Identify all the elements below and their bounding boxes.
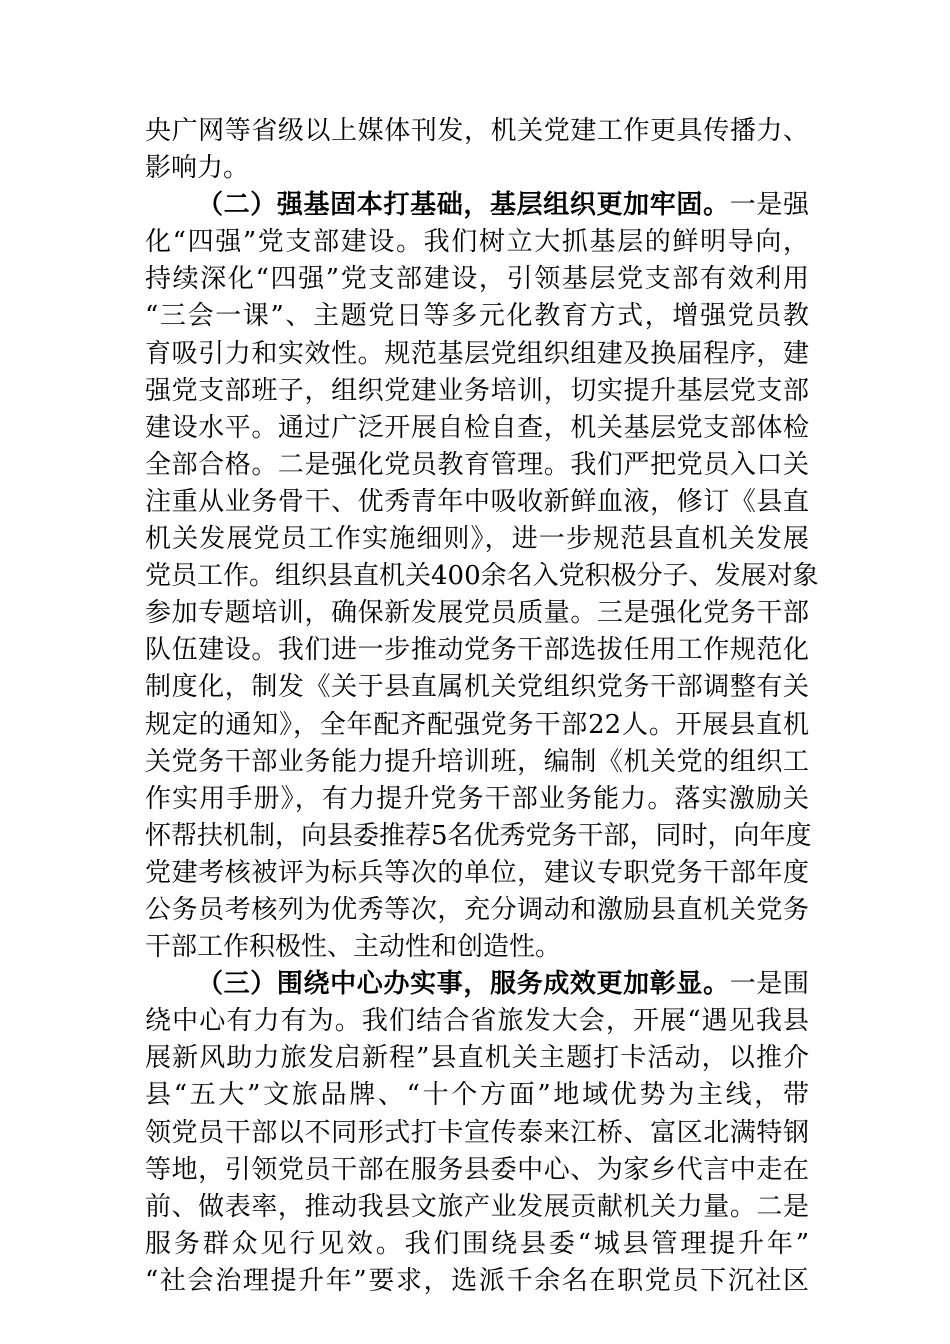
text-line — [145, 484, 809, 521]
body-text: 怀帮扶机制，向县委推荐5名优秀党务干部，同时，向年度 — [145, 820, 812, 851]
text-line — [145, 855, 809, 892]
body-text: 央广网等省级以上媒体刊发，机关党建工作更具传播力、 — [145, 116, 809, 146]
body-text: “三会一课”、主题党日等多元化教育方式，增强党员教 — [145, 301, 809, 332]
text-line — [145, 1189, 809, 1226]
body-text: 一是强 — [729, 190, 809, 221]
body-text: 规定的通知》，全年配齐配强党务干部22人。开展县直机 — [145, 709, 809, 740]
text-line — [145, 1115, 809, 1152]
body-text: 持续深化“四强”党支部建设，引领基层党支部有效利用 — [145, 264, 809, 295]
text-line — [145, 632, 809, 669]
text-line — [145, 410, 809, 447]
body-text: 公务员考核列为优秀等次，充分调动和激励县直机关党务 — [145, 894, 809, 925]
body-text: “社会治理提升年”要求，选派千余名在职党员下沉社区 — [145, 1265, 809, 1296]
body-text: 等地，引领党员干部在服务县委中心、为家乡代言中走在 — [145, 1154, 809, 1185]
text-line — [145, 744, 809, 781]
text-line — [145, 966, 809, 1003]
section-heading: （二）强基固本打基础，基层组织更加牢固。 — [197, 190, 730, 221]
body-text: 展新风助力旅发启新程”县直机关主题打卡活动，以推介 — [145, 1043, 809, 1074]
text-line — [145, 929, 809, 966]
body-text: 建设水平。通过广泛开展自检自查，机关基层党支部体检 — [145, 412, 809, 443]
body-text: 制度化，制发《关于县直属机关党组织党务干部调整有关 — [145, 672, 809, 703]
text-line — [145, 336, 809, 373]
body-text: 干部工作积极性、主动性和创造性。 — [145, 932, 562, 963]
text-line — [145, 1152, 809, 1189]
body-text: 关党务干部业务能力提升培训班，编制《机关党的组织工 — [145, 746, 809, 777]
body-text: 强党支部班子，组织党建业务培训，切实提升基层党支部 — [145, 375, 809, 406]
document-page — [145, 113, 819, 1300]
text-line — [145, 781, 809, 818]
body-text: 党建考核被评为标兵等次的单位，建议专职党务干部年度 — [145, 857, 809, 888]
text-line — [145, 1263, 809, 1300]
body-text: 机关发展党员工作实施细则》，进一步规范县直机关发展 — [145, 524, 809, 555]
text-line — [145, 707, 809, 744]
body-text: 育吸引力和实效性。规范基层党组织组建及换届程序，建 — [145, 338, 809, 369]
text-line — [145, 1226, 809, 1263]
body-text: 一是围 — [729, 969, 809, 1000]
text-line — [145, 150, 809, 187]
body-text: 队伍建设。我们进一步推动党务干部选拔任用工作规范化 — [145, 635, 809, 666]
body-text: 全部合格。二是强化党员教育管理。我们严把党员入口关 — [145, 449, 809, 480]
text-line — [145, 1040, 809, 1077]
body-text: 绕中心有力有为。我们结合省旅发大会，开展“遇见我县 — [145, 1006, 809, 1037]
text-line — [145, 595, 809, 632]
section-heading: （三）围绕中心办实事，服务成效更加彰显。 — [197, 969, 730, 1000]
text-line — [145, 298, 809, 335]
body-text: 前、做表率，推动我县文旅产业发展贡献机关力量。二是 — [145, 1191, 809, 1222]
text-line — [145, 261, 809, 298]
body-text: 注重从业务骨干、优秀青年中吸收新鲜血液，修订《县直 — [145, 486, 809, 517]
text-line — [145, 521, 809, 558]
text-line — [145, 224, 809, 261]
text-line — [145, 818, 812, 855]
body-text: 作实用手册》，有力提升党务干部业务能力。落实激励关 — [145, 783, 809, 814]
text-line — [145, 1003, 809, 1040]
body-text: 县“五大”文旅品牌、“十个方面”地域优势为主线，带 — [145, 1080, 809, 1111]
body-text: 化“四强”党支部建设。我们树立大抓基层的鲜明导向， — [145, 227, 809, 258]
body-text: 党员工作。组织县直机关400余名入党积极分子、发展对象 — [145, 561, 819, 592]
text-line — [145, 1077, 809, 1114]
text-line — [145, 113, 809, 150]
body-text: 服务群众见行见效。我们围绕县委“城县管理提升年” — [145, 1228, 809, 1259]
text-line — [145, 373, 809, 410]
text-line — [145, 669, 809, 706]
text-line — [145, 187, 809, 224]
text-line — [145, 892, 809, 929]
text-line — [145, 447, 809, 484]
body-text: 领党员干部以不同形式打卡宣传泰来江桥、富区北满特钢 — [145, 1117, 809, 1148]
text-line — [145, 558, 819, 595]
body-text: 影响力。 — [145, 153, 250, 184]
body-text: 参加专题培训，确保新发展党员质量。三是强化党务干部 — [145, 598, 809, 629]
